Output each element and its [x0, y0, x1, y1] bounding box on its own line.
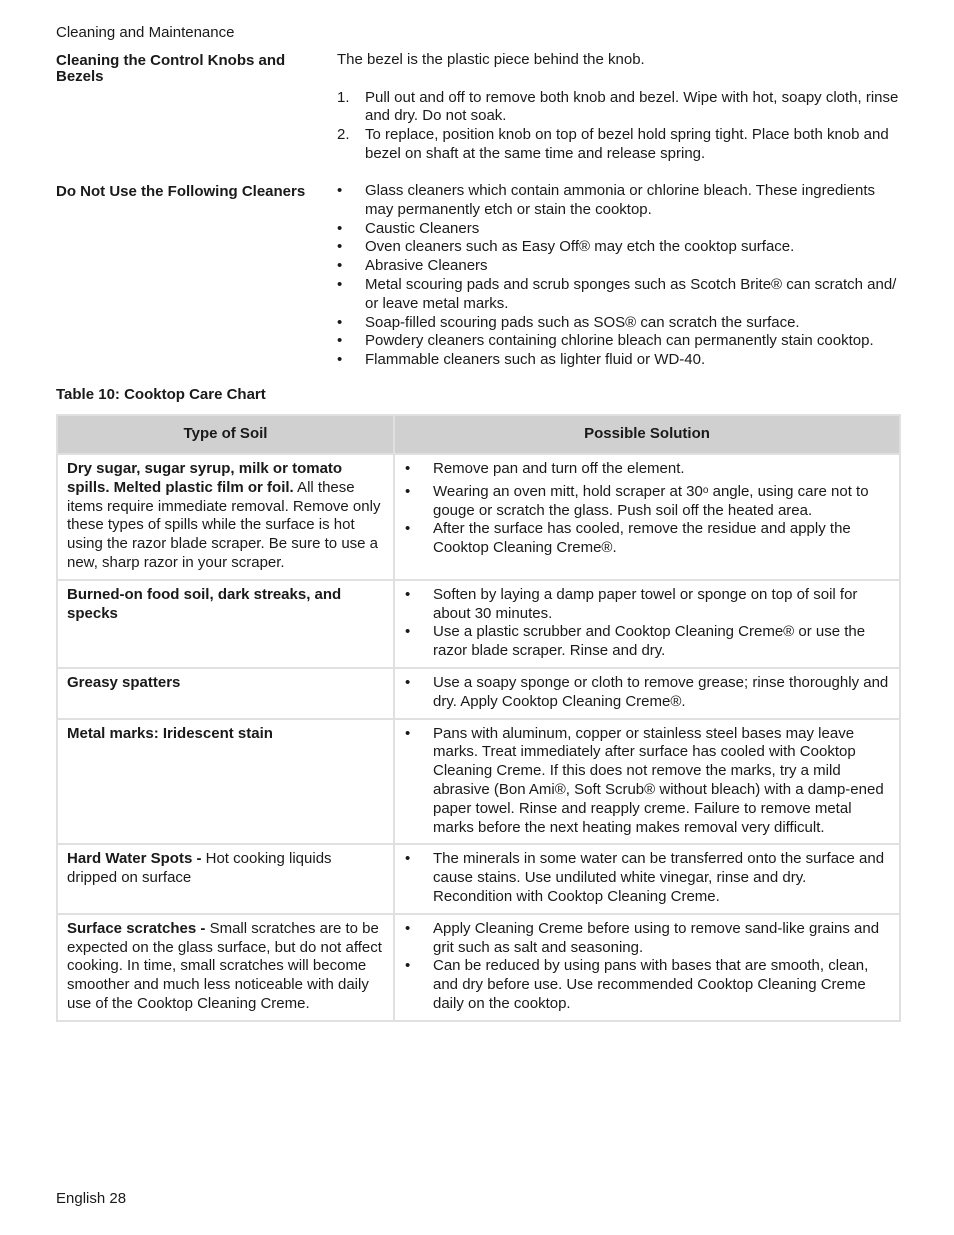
cleaner-item: [337, 332, 902, 351]
solution-list: [405, 920, 889, 1014]
soil-description: Small scratches are to be expected on the glass surface, but do not affect cooking. In time, small scratches will become smoother and much less noticeable with daily use of the Cooktop Cleaning Creme.: [67, 919, 382, 1012]
cleaner-text: Abrasive Cleaners: [365, 257, 488, 275]
knobs-step: [337, 89, 902, 127]
cleaner-text: Caustic Cleaners: [365, 219, 480, 237]
soil-description: All these items require immediate removal. Remove only these types of spills while the surface is hot using the razor blade scraper. Be sure to use a new, sharp razor in your scraper.: [67, 478, 381, 571]
cleaner-item: [337, 276, 902, 314]
solution-cell: [394, 580, 900, 668]
solution-text: Use a soapy sponge or cloth to remove grease; rinse thoroughly and dry. Apply Cooktop Cleaning Creme®.: [433, 673, 889, 710]
bullet-icon: •: [405, 724, 411, 742]
table-row: [57, 580, 900, 668]
cleaner-item: [337, 220, 902, 239]
solution-item: [405, 520, 889, 558]
cleaner-text: Soap-filled scouring pads such as SOS® can scratch the surface.: [365, 313, 800, 331]
knobs-steps-list: [337, 89, 902, 164]
bullet-icon: •: [337, 275, 343, 293]
step-text: To replace, position knob on top of bezel hold spring tight. Place both knob and bezel on shaft at the same time and release spring.: [365, 126, 889, 162]
bullet-icon: •: [405, 482, 411, 500]
solution-list: [405, 725, 889, 838]
degree-superscript: o: [702, 484, 709, 496]
solution-cell: [394, 668, 900, 719]
page-footer: English 28: [56, 1190, 127, 1207]
cleaners-section-body: [337, 182, 902, 370]
bullet-icon: •: [337, 313, 343, 331]
bullet-icon: •: [337, 257, 343, 275]
table-title: Table 10: Cooktop Care Chart: [56, 386, 266, 403]
solution-text: Can be reduced by using pans with bases that are smooth, clean, and dry before use. Use recommended Cooktop Cleaning Creme daily on the cooktop.: [433, 957, 869, 1012]
soil-description: Hot cooking liquids dripped on surface: [67, 850, 332, 887]
solution-item: [405, 674, 889, 712]
solution-list: [405, 586, 889, 661]
solution-text: Apply Cleaning Creme before using to remove sand-like grains and grit such as salt and seasoning.: [433, 919, 880, 956]
soil-cell: [57, 580, 394, 668]
solution-item: [405, 957, 889, 1013]
solution-item: [405, 623, 889, 661]
soil-cell: [57, 914, 394, 1021]
bullet-icon: •: [405, 460, 411, 477]
solution-text: angle, using care not to gouge or scratch the glass. Push soil off the heated area.: [433, 482, 869, 519]
cooktop-care-table: [56, 414, 901, 1022]
solution-item: [405, 586, 889, 624]
solution-list: [405, 850, 889, 906]
solution-item: [405, 850, 889, 906]
cleaner-text: Glass cleaners which contain ammonia or chlorine bleach. These ingredients may permanently etch or stain the cooktop.: [365, 182, 875, 218]
cleaner-text: Oven cleaners such as Easy Off® may etch the cooktop surface.: [365, 238, 795, 256]
solution-cell: [394, 914, 900, 1021]
cleaners-list: [337, 182, 902, 370]
table-row: [57, 844, 900, 913]
soil-cell: [57, 844, 394, 913]
soil-cell: [57, 454, 394, 580]
soil-title: Burned-on food soil, dark streaks, and specks: [67, 585, 342, 622]
bullet-icon: •: [405, 673, 411, 691]
solution-cell: [394, 454, 900, 580]
soil-title: Dry sugar, sugar syrup, milk or tomato spills. Melted plastic film or foil.: [67, 460, 343, 496]
cleaner-item: [337, 314, 902, 333]
knobs-section-body: [337, 51, 902, 164]
bullet-icon: •: [405, 957, 411, 975]
section-header: Cleaning and Maintenance: [56, 24, 235, 41]
bullet-icon: •: [405, 919, 411, 937]
solution-text: Remove pan and turn off the element.: [433, 460, 685, 477]
column-header-solution: Possible Solution: [394, 415, 900, 454]
step-number: 2.: [337, 126, 350, 144]
knobs-step: [337, 126, 902, 164]
cleaners-section-label: Do Not Use the Following Cleaners: [56, 183, 306, 200]
bullet-icon: •: [337, 182, 343, 199]
solution-item: [405, 920, 889, 958]
table-row: [57, 914, 900, 1021]
solution-text: Soften by laying a damp paper towel or sponge on top of soil for about 30 minutes.: [433, 585, 858, 622]
table-row: [57, 719, 900, 845]
soil-title: Hard Water Spots -: [67, 850, 202, 868]
solution-cell: [394, 844, 900, 913]
cleaner-item: [337, 257, 902, 276]
solution-cell: [394, 719, 900, 845]
soil-cell: [57, 719, 394, 845]
cleaner-text: Powdery cleaners containing chlorine bleach can permanently stain cooktop.: [365, 332, 874, 350]
bullet-icon: •: [405, 850, 411, 868]
solution-list: [405, 674, 889, 712]
solution-text: Use a plastic scrubber and Cooktop Cleaning Creme® or use the razor blade scraper. Rinse and dry.: [433, 623, 866, 660]
cleaner-item: [337, 351, 902, 370]
soil-cell: [57, 668, 394, 719]
bullet-icon: •: [337, 332, 343, 350]
soil-title: Metal marks: Iridescent stain: [67, 724, 273, 742]
column-header-soil: Type of Soil: [57, 415, 394, 454]
cleaner-item: [337, 238, 902, 257]
table-header-row: [57, 415, 900, 454]
solution-text: After the surface has cooled, remove the residue and apply the Cooktop Cleaning Creme®.: [433, 520, 851, 557]
step-text: Pull out and off to remove both knob and bezel. Wipe with hot, soapy cloth, rinse and dry. Do not soak.: [365, 88, 899, 125]
table-row: [57, 668, 900, 719]
soil-title: Greasy spatters: [67, 673, 181, 691]
knobs-section-label: Cleaning the Control Knobs and Bezels: [56, 52, 286, 85]
bullet-icon: •: [337, 351, 343, 369]
solution-text: Wearing an oven mitt, hold scraper at 30: [433, 482, 703, 500]
solution-item: [405, 460, 889, 479]
step-number: 1.: [337, 88, 350, 106]
bullet-icon: •: [337, 219, 343, 237]
solution-text: The minerals in some water can be transferred onto the surface and cause stains. Use undiluted white vinegar, rinse and dry. Recondition with Cooktop Cleaning Creme.: [433, 850, 885, 905]
bullet-icon: •: [405, 623, 411, 641]
bullet-icon: •: [405, 520, 411, 538]
cleaner-text: Metal scouring pads and scrub sponges such as Scotch Brite® can scratch and/ or leave metal marks.: [365, 275, 897, 312]
solution-item: [405, 725, 889, 838]
solution-text: Pans with aluminum, copper or stainless steel bases may leave marks. Treat immediately after surface has cooled with Cooktop Cleaning Creme. If this does not remove the marks, try a mild abrasive (Bon Ami®, Soft Scrub® without bleach) with a damp-ened paper towel. Rinse and reapply creme. Failure to remove metal marks before the next heating makes removal very difficult.: [433, 724, 884, 836]
table-row: [57, 454, 900, 580]
cleaner-text: Flammable cleaners such as lighter fluid or WD-40.: [365, 351, 706, 369]
bullet-icon: •: [405, 585, 411, 603]
bullet-icon: •: [337, 238, 343, 256]
knobs-intro: The bezel is the plastic piece behind the knob.: [337, 51, 645, 68]
cleaner-item: [337, 182, 902, 220]
soil-title: Surface scratches -: [67, 919, 206, 937]
solution-item: [405, 483, 889, 521]
solution-list: [405, 460, 889, 558]
